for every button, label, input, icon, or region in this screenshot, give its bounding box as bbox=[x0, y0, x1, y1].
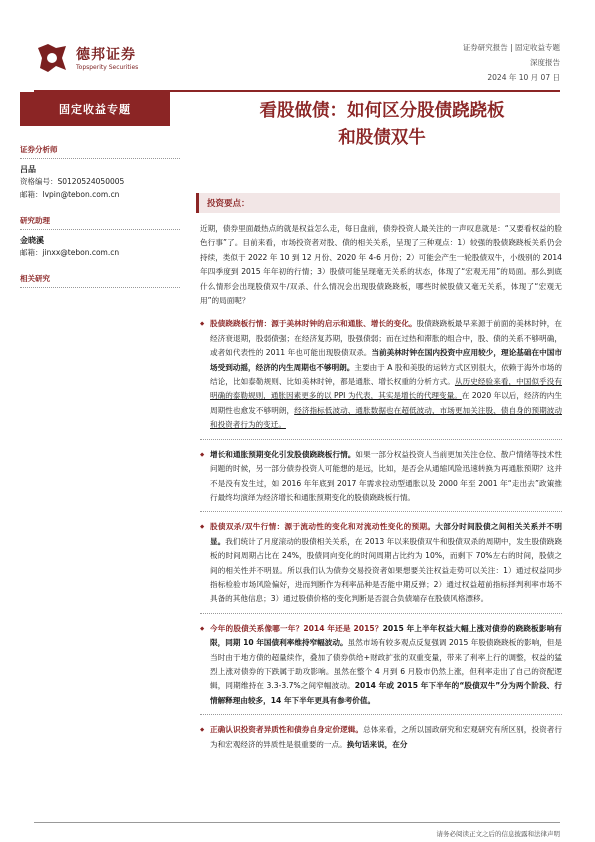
report-category: 证券研究报告 | 固定收益专题 bbox=[462, 43, 560, 52]
report-title bbox=[192, 98, 572, 152]
key-point-text: 股债跷跷板最早来源于前面的美林时钟，在经济衰退期，股弱债强；在经济复苏期，股强债弱；而在过热和滞胀的组合中，股、债的关系不够明确，或者如代表性的 2011 年也可能出现股债双杀。 bbox=[210, 319, 562, 358]
title-line-2: 和股债双牛 bbox=[338, 128, 426, 148]
key-point-heading: 股债跷跷板行情：源于美林时钟的启示和通胀、增长的变化。 bbox=[210, 319, 417, 329]
key-point-text: 总体来看，之所以国政研究和宏观研究有所区别，投资者行为和宏观经济的异质性是很重要的一点。 bbox=[210, 725, 563, 749]
key-point-text: 我们统计了月度滚动的股债相关关系，在 2013 年以来股债双牛和股债双杀的周期中，发生股债跷跷板的时间周期占比在 24%，股债同向变化的时间周期占比约为 10%，而剩下 70%左右的时间，股债之间的相关性并不明显。所以我们认为债券交易投资者如果想要关注权益走势可以关注：1）通过权益同步指标检验市场风险偏好，进而判断作为利率品种是否能中期反弹；2）通过权益超前指标择判利率市场不具备的其他信息；3）通过股债价格的变化判断是否混合负债端存在股债风格漂移。 bbox=[210, 536, 562, 604]
key-point-bold: 换句话来说，在分 bbox=[346, 739, 408, 749]
section-divider bbox=[20, 287, 180, 288]
key-point-seesaw bbox=[200, 317, 562, 432]
intro-paragraph: 近期，债券里面最热点的就是权益怎么走，每日盘前，债券投资人最关注的一声叹息就是：“又要看权益的脸色行事”了。目前来看，市场投资者对股、债的相关关系，呈现了三种观点：1）较强的股债跷跷板关系仍会持续，类似于 2022 年 10 到 12 月份、2020 年 4-6 月份；2）可能会产生一轮股债双牛，小级别的 2014 年四季度到 2015 年年初的行情；3）股债可能呈现毫无关系的状态，体现了“宏观无用”的局面。那么到底什么情形会出现股债双牛/双杀、什么情况会出现股债跷跷板，哪些时候股债又毫无关系，体现了“宏观无用”的局面呢？ bbox=[200, 224, 562, 306]
key-point-heading: 增长和通胀预期变化引发股债跷跷板行情。 bbox=[210, 449, 356, 459]
key-point-underlined: 从历史经验来看，中国似乎没有明确的泰勒规则，通胀因素更多的以 PPI 为代表，其实是增长的代理变量。 bbox=[210, 377, 563, 401]
key-point-heading: 股债双杀/双牛行情：源于流动性的变化和对流动性变化的预期。 bbox=[210, 522, 436, 532]
section-divider bbox=[20, 229, 180, 230]
footer-disclaimer: 请务必阅读正文之后的信息披露和法律声明 bbox=[436, 830, 560, 838]
key-point-text: 主要由于 A 股和美股的运转方式区别很大，依赖于海外市场的结论，比如泰勒规则、比如美林时钟，都是通胀、增长权重的分析方式。 bbox=[210, 362, 562, 387]
assistant-email[interactable]: 邮箱：jinxx@tebon.com.cn bbox=[20, 248, 120, 257]
key-point-bold: 当前美林时钟在国内投资中应用较少，理论基础在中国市场受到动摇，经济的内生周期也不够明朗。 bbox=[210, 348, 562, 372]
key-point-heading: 正确认识投资者异质性和债券自身定价逻辑。 bbox=[210, 725, 364, 735]
report-body bbox=[200, 222, 562, 761]
key-point-bold: 2015 年上半年权益大幅上涨对债券的跷跷板影响有限，同期 10 年国债利率维持窄幅波动。 bbox=[210, 623, 562, 648]
key-point-liquidity bbox=[200, 520, 562, 606]
key-points-label: 投资要点： bbox=[207, 199, 250, 209]
paragraph-divider bbox=[200, 511, 562, 512]
analyst-name: 吕品 bbox=[20, 165, 36, 174]
left-sidebar bbox=[20, 92, 190, 288]
key-point-growth-inflation bbox=[200, 448, 562, 506]
analyst-cert: 资格编号：S0120524050005 bbox=[20, 177, 125, 186]
logo-text-en: Topsperity Securities bbox=[76, 64, 139, 71]
key-point-underlined: 经济指标低波动、通胀数据也在超低波动，市场更加关注股、债自身的预期波动和投资者行为的变迁。 bbox=[210, 405, 562, 430]
logo-mark-icon bbox=[34, 40, 70, 76]
report-type-badge: 固定收益专题 bbox=[20, 92, 170, 126]
key-points-header bbox=[196, 193, 560, 213]
key-point-text: 在 2020 年以后，经济的内生周期性也愈发不够明朗， bbox=[210, 391, 562, 415]
report-date: 2024 年 10 月 07 日 bbox=[487, 73, 560, 82]
paragraph-divider bbox=[200, 439, 562, 440]
report-subtype: 深度报告 bbox=[530, 58, 560, 67]
assistant-name: 金晓溪 bbox=[20, 236, 44, 245]
related-research-label: 相关研究 bbox=[20, 274, 50, 283]
title-line-1: 看股做债：如何区分股债跷跷板 bbox=[259, 101, 505, 121]
key-point-investor-heterogeneity bbox=[200, 723, 562, 752]
logo-text-cn: 德邦证券 bbox=[76, 47, 136, 63]
company-logo bbox=[34, 40, 144, 80]
analyst-email[interactable]: 邮箱：lvpin@tebon.com.cn bbox=[20, 190, 120, 199]
section-divider bbox=[20, 158, 180, 159]
analyst-section-label: 证券分析师 bbox=[20, 145, 58, 154]
footer-divider bbox=[34, 822, 560, 823]
key-point-heading: 今年的股债关系像哪一年？2014 年还是 2015？ bbox=[210, 623, 383, 633]
assistant-section-label: 研究助理 bbox=[20, 216, 50, 225]
report-meta bbox=[463, 40, 560, 85]
key-point-bold: 大部分时间股债之间相关关系并不明显。 bbox=[210, 522, 562, 546]
key-point-2014-2015 bbox=[200, 622, 562, 708]
key-point-text: 虽然市场有较多观点反复强调 2015 年股债跷跷板的影响，但是当时由于地方债的超量续作，叠加了债券供给+财政扩张的双重变量，带来了利率上行的调整，权益的猛烈上涨对债券的下跌属于助攻影响。虽然在整个 4 月到 6 月股市仍然上涨，但利率走出了自己的资配逻辑，同期维持在 3.3-3.7%之间窄幅波动。 bbox=[210, 638, 562, 691]
key-point-text: 如果一部分权益投资人当前更加关注仓位、散户情绪等技术性问题的时候，另一部分债券投资人可能想的是远，比如，是否会从通缩风险迅速转换为再通胀预期？这并不是没有发生过，如 2016 年年底到 2017 年需求拉动型通胀以及 2000 年至 2001 年“走出去”政策推行最终均演绎为经济增长和通胀预期变化的股债跷跷板行情。 bbox=[210, 449, 563, 502]
paragraph-divider bbox=[200, 714, 562, 715]
key-point-bold: 2014 年或 2015 年下半年的“股债双牛”分为两个阶段、行情解释理由较多，14 年下半年更具有参考价值。 bbox=[210, 681, 562, 705]
paragraph-divider bbox=[200, 613, 562, 614]
